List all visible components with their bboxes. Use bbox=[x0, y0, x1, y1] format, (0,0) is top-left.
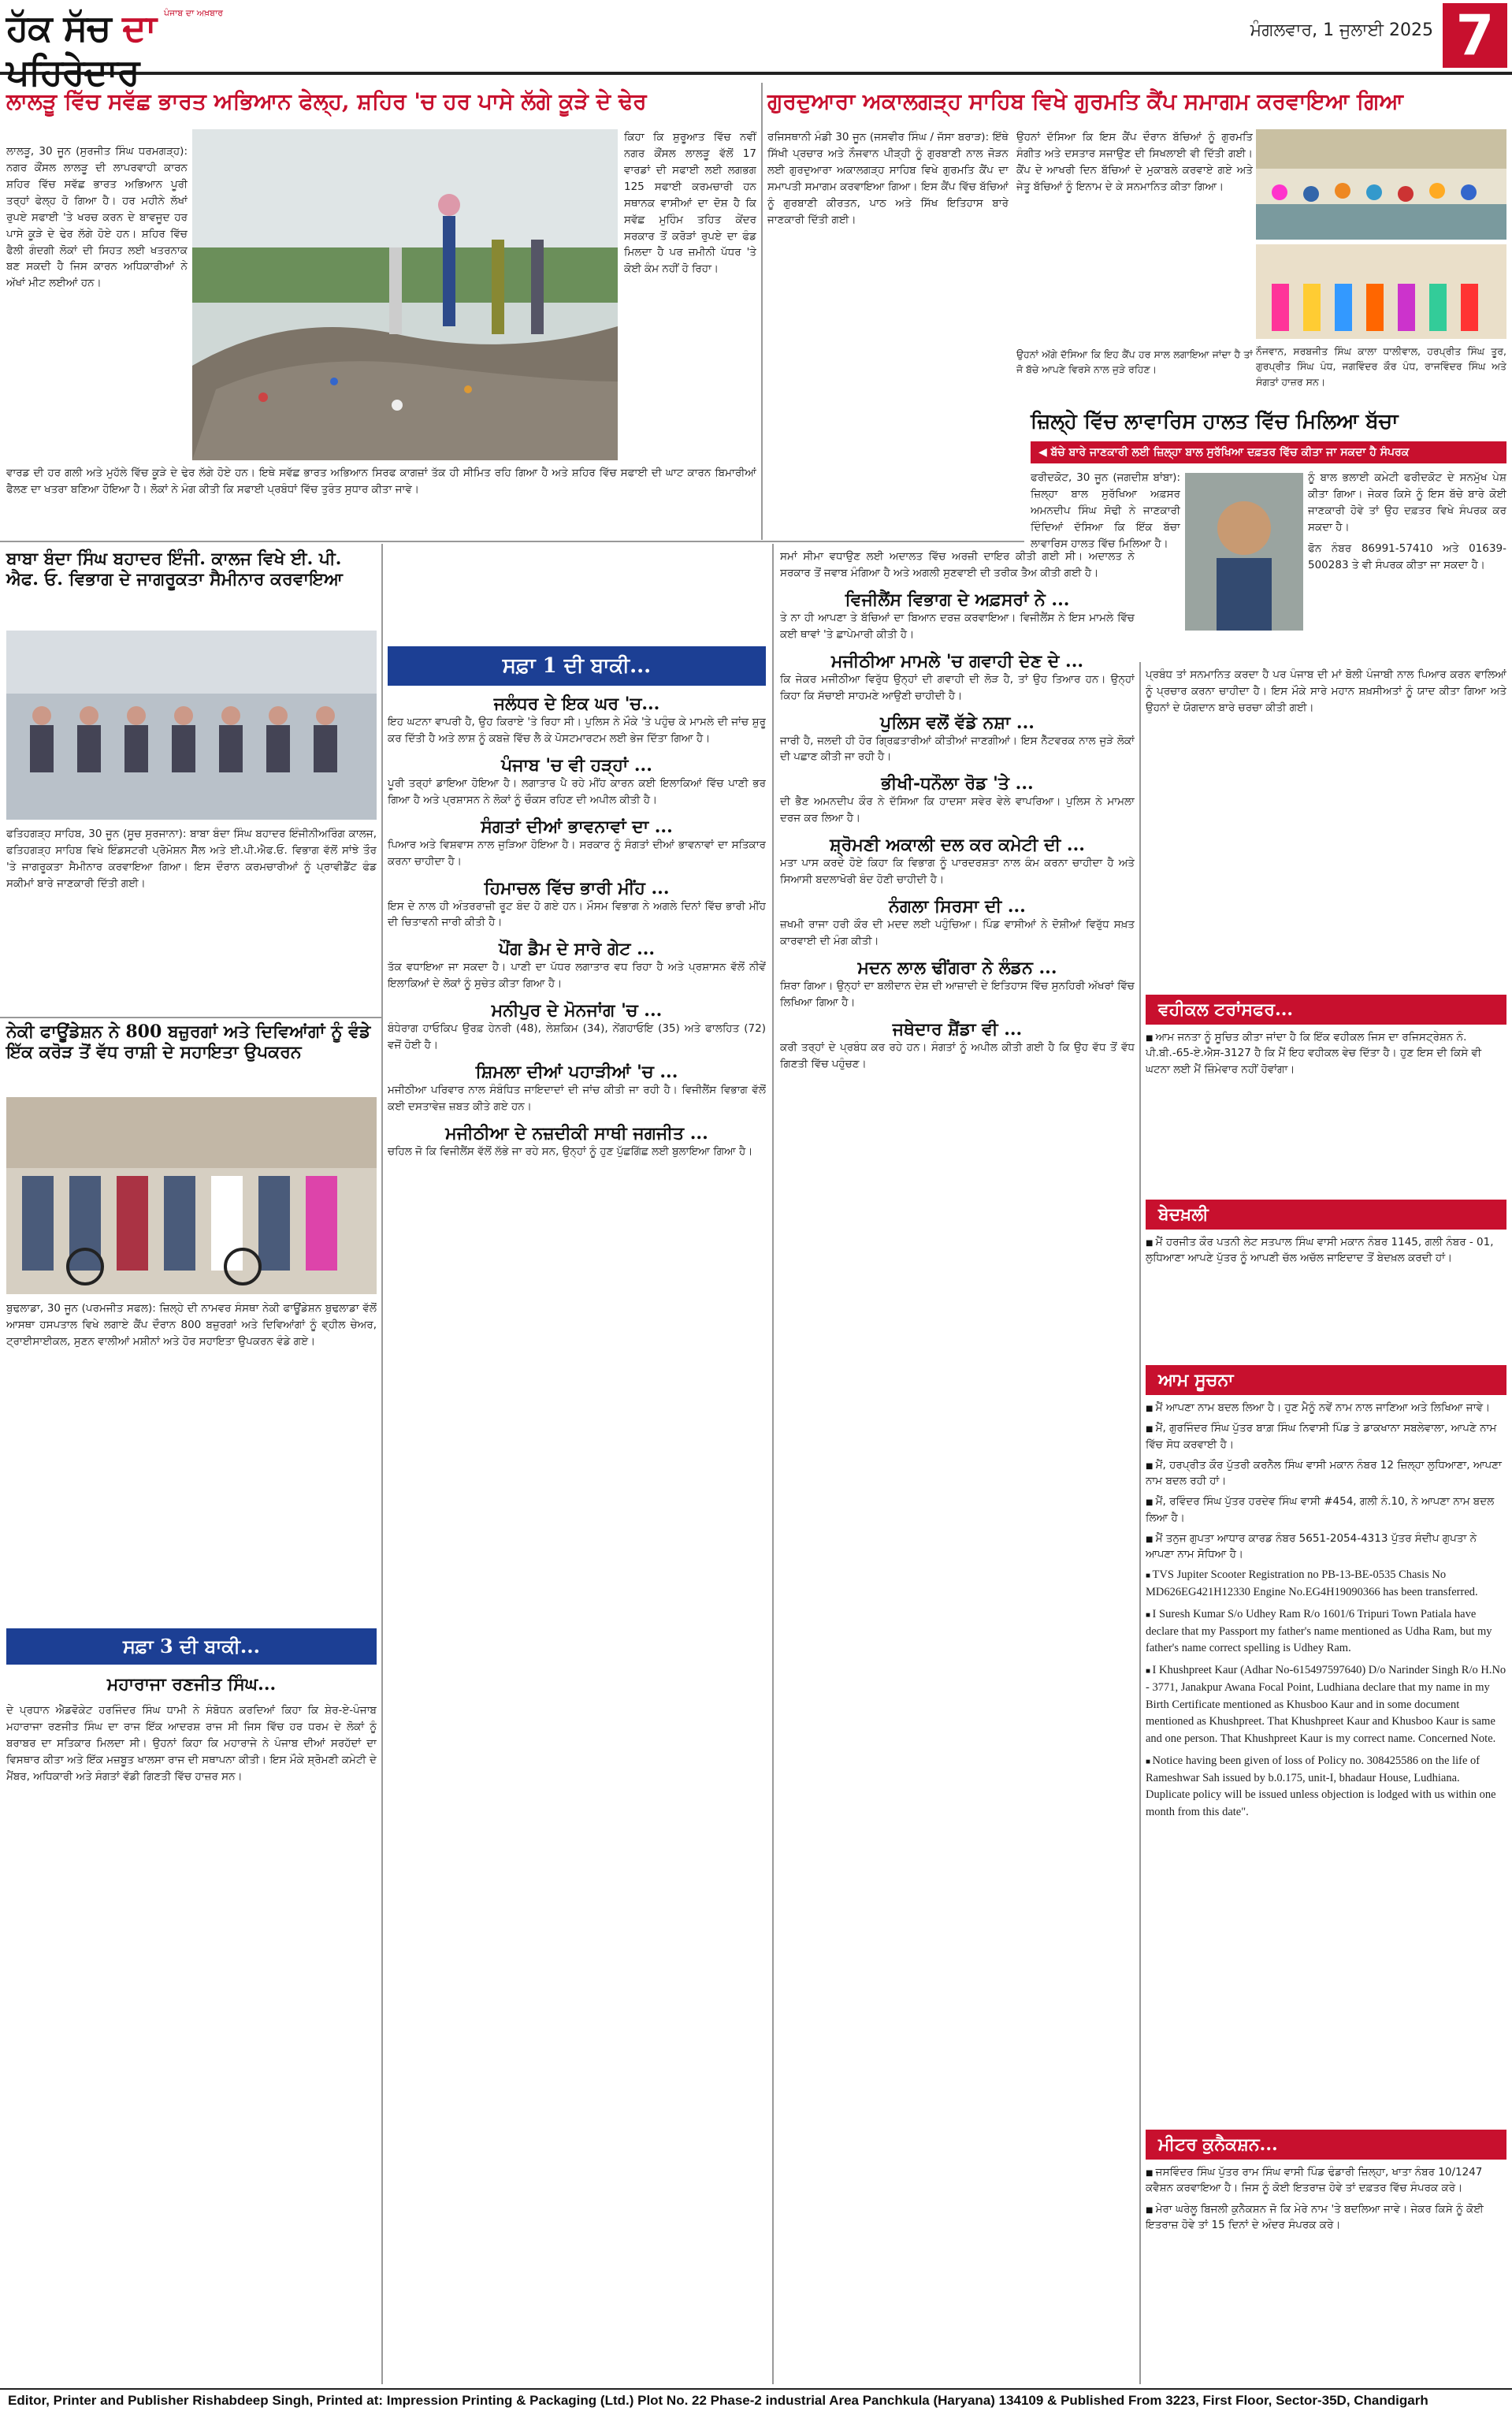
nekki-photo-image bbox=[6, 1097, 377, 1294]
imprint-footer bbox=[0, 2388, 1512, 2411]
photo-gurmat-camp-group bbox=[1256, 129, 1506, 240]
continued-item-title[interactable]: ਪੌਂਗ ਡੈਮ ਦੇ ਸਾਰੇ ਗੇਟ ... bbox=[498, 939, 656, 960]
story-lalru-col2 bbox=[624, 129, 756, 460]
story-text: ਬੁਢਲਾਡਾ, 30 ਜੂਨ (ਪਰਮਜੀਤ ਸਫਲ): ਜ਼ਿਲ੍ਹੇ ਦੀ ਨਾਮਵਰ ਸੰਸਥਾ ਨੇਕੀ ਫਾਊਂਡੇਸ਼ਨ ਬੁਢਲਾਡਾ ਵੱਲੋਂ ਆਸਥਾ ਹਸਪਤਾਲ ਵਿਖੇ ਲਗਾਏ ਕੈਂਪ ਦੌਰਾਨ 800 ਬਜ਼ੁਰਗਾਂ ਅਤੇ ਦਿਵਿਆਂਗਾਂ ਨੂੰ ਵ੍ਹੀਲ ਚੇਅਰ, ਟ੍ਰਾਈਸਾਈਕਲ, ਸੁਣਨ ਵਾਲੀਆਂ ਮਸ਼ੀਨਾਂ ਅਤੇ ਹੋਰ ਸਹਾਇਤਾ ਉਪਕਰਨ ਵੰਡੇ ਗਏ। bbox=[6, 1302, 377, 1348]
continued-item-body: ਚਹਿਲ ਜੋ ਕਿ ਵਿਜੀਲੈਂਸ ਵੱਲੋਂ ਲੱਭੇ ਜਾ ਰਹੇ ਸਨ, ਉਨ੍ਹਾਂ ਨੂੰ ਹੁਣ ਪੁੱਛਗਿੱਛ ਲਈ ਬੁਲਾਇਆ ਗਿਆ ਹੈ। bbox=[388, 1144, 753, 1158]
middle-item-title[interactable]: ਮਜੀਠੀਆ ਮਾਮਲੇ 'ਚ ਗਵਾਹੀ ਦੇਣ ਦੇ ... bbox=[830, 650, 1084, 672]
middle-item-body: ਕਰੀ ਤਰ੍ਹਾਂ ਦੇ ਪ੍ਰਬੰਧ ਕਰ ਰਹੇ ਹਨ। ਸੰਗਤਾਂ ਨੂੰ ਅਪੀਲ ਕੀਤੀ ਗਈ ਹੈ ਕਿ ਉਹ ਵੱਧ ਤੋਂ ਵੱਧ ਗਿਣਤੀ ਵਿੱਚ ਪਹੁੰਚਣ। bbox=[780, 1040, 1135, 1070]
middle-item bbox=[780, 1019, 1135, 1073]
seminar-photo-image bbox=[6, 631, 377, 820]
classified-entry: ■ ਮੇਰਾ ਘਰੇਲੂ ਬਿਜਲੀ ਕੁਨੈਕਸ਼ਨ ਜੋ ਕਿ ਮੇਰੇ ਨਾਮ 'ਤੇ ਬਦਲਿਆ ਜਾਵੇ। ਜੇਕਰ ਕਿਸੇ ਨੂੰ ਕੋਈ ਇਤਰਾਜ਼ ਹੋਵੇ ਤਾਂ 15 ਦਿਨਾਂ ਦੇ ਅੰਦਰ ਸੰਪਰਕ ਕਰੇ। bbox=[1146, 2201, 1506, 2234]
story-text: ਪ੍ਰਬੰਧ ਤਾਂ ਸਨਮਾਨਿਤ ਕਰਦਾ ਹੈ ਪਰ ਪੰਜਾਬ ਦੀ ਮਾਂ ਬੋਲੀ ਪੰਜਾਬੀ ਨਾਲ ਪਿਆਰ ਕਰਨ ਵਾਲਿਆਂ ਨੂੰ ਪ੍ਰਚਾਰ ਕਰਨਾ ਚਾਹੀਦਾ ਹੈ। ਇਸ ਮੌਕੇ ਸਾਰੇ ਮਹਾਨ ਸ਼ਖ਼ਸੀਅਤਾਂ ਨੂੰ ਯਾਦ ਕੀਤਾ ਗਿਆ ਅਤੇ ਉਹਨਾਂ ਦੇ ਯੋਗਦਾਨ ਬਾਰੇ ਚਰਚਾ ਕੀਤੀ ਗਈ। bbox=[1146, 668, 1506, 714]
story-text: ਫਰੀਦਕੋਟ, 30 ਜੂਨ (ਜਗਦੀਸ਼ ਬਾਂਬਾ): ਜ਼ਿਲ੍ਹਾ ਬਾਲ ਸੁਰੱਖਿਆ ਅਫ਼ਸਰ ਅਮਨਦੀਪ ਸਿੰਘ ਸੋਢੀ ਨੇ ਜਾਣਕਾਰੀ ਦਿੰਦਿਆਂ ਦੱਸਿਆ ਕਿ ਇੱਕ ਬੱਚਾ ਲਾਵਾਰਿਸ ਹਾਲਤ ਵਿੱਚ ਮਿਲਿਆ ਹੈ। bbox=[1031, 471, 1180, 550]
section-bar-label: ਮੀਟਰ ਕੁਨੈਕਸ਼ਨ... bbox=[1158, 2134, 1278, 2155]
section-bar-label: ਬੇਦਖ਼ਲੀ bbox=[1158, 1204, 1209, 1225]
story-lalru-lower bbox=[6, 465, 756, 536]
middle-item-title[interactable]: ਮਦਨ ਲਾਲ ਢੀਂਗਰਾ ਨੇ ਲੰਡਨ ... bbox=[857, 957, 1057, 978]
story-text: ਉਹਨਾਂ ਦੱਸਿਆ ਕਿ ਇਸ ਕੈਂਪ ਦੌਰਾਨ ਬੱਚਿਆਂ ਨੂੰ ਗੁਰਮਤਿ ਸੰਗੀਤ ਅਤੇ ਦਸਤਾਰ ਸਜਾਉਣ ਦੀ ਸਿਖਲਾਈ ਵੀ ਦਿੱਤੀ ਗਈ। ਕੈਂਪ ਦੇ ਆਖਰੀ ਦਿਨ ਬੱਚਿਆਂ ਦੇ ਮੁਕਾਬਲੇ ਕਰਵਾਏ ਗਏ ਅਤੇ ਜੇਤੂ ਬੱਚਿਆਂ ਨੂੰ ਇਨਾਮ ਦੇ ਕੇ ਸਨਮਾਨਿਤ ਕੀਤਾ ਗਿਆ। bbox=[1016, 131, 1253, 193]
horizontal-divider bbox=[0, 1017, 381, 1018]
logo-text: ਹੱਕ ਸੱਚ ਦਾ ਪਹਿਰੇਦਾਰ bbox=[6, 6, 156, 93]
classified-bedakhli-list bbox=[1146, 1234, 1506, 1360]
headline-gurdwara[interactable]: ਗੁਰਦੁਆਰਾ ਅਕਾਲਗੜ੍ਹ ਸਾਹਿਬ ਵਿਖੇ ਗੁਰਮਤਿ ਕੈਂਪ ਸਮਾਗਮ ਕਰਵਾਇਆ ਗਿਆ bbox=[767, 88, 1404, 114]
classified-entry: ■ ਮੈਂ, ਹਰਪ੍ਰੀਤ ਕੌਰ ਪੁੱਤਰੀ ਕਰਨੈਲ ਸਿੰਘ ਵਾਸੀ ਮਕਾਨ ਨੰਬਰ 12 ਜ਼ਿਲ੍ਹਾ ਲੁਧਿਆਣਾ, ਆਪਣਾ ਨਾਮ ਬਦਲ ਰਹੀ ਹਾਂ। bbox=[1146, 1457, 1506, 1490]
continued-item-title[interactable]: ਪੰਜਾਬ 'ਚ ਵੀ ਹੜ੍ਹਾਂ ... bbox=[501, 754, 652, 776]
middle-column-list bbox=[780, 549, 1135, 2380]
story-text: ਲਾਲੜੂ, 30 ਜੂਨ (ਸੁਰਜੀਤ ਸਿੰਘ ਧਰਮਗੜ੍ਹ): ਨਗਰ ਕੌਂਸਲ ਲਾਲੜੂ ਦੀ ਲਾਪਰਵਾਹੀ ਕਾਰਨ ਸ਼ਹਿਰ ਵਿੱਚ ਸਵੱਛ ਭਾਰਤ ਅਭਿਆਨ ਪੂਰੀ ਤਰ੍ਹਾਂ ਫੇਲ੍ਹ ਹੋ ਗਿਆ ਹੈ। ਹਰ ਮਹੀਨੇ ਲੱਖਾਂ ਰੁਪਏ ਸਫਾਈ 'ਤੇ ਖਰਚ ਕਰਨ ਦੇ ਬਾਵਜੂਦ ਹਰ ਪਾਸੇ ਕੂੜੇ ਦੇ ਢੇਰ ਲੱਗੇ ਹੋਏ ਹਨ। ਸ਼ਹਿਰ ਵਿੱਚ ਫੈਲੀ ਗੰਦਗੀ ਲੋਕਾਂ ਦੀ ਸਿਹਤ ਲਈ ਖਤਰਨਾਕ ਬਣ ਸਕਦੀ ਹੈ ਜਿਸ ਕਾਰਨ ਅਧਿਕਾਰੀਆਂ ਨੇ ਅੱਖਾਂ ਮੀਟ ਲਈਆਂ ਹਨ। bbox=[6, 145, 188, 290]
section-bar-page3-continued[interactable] bbox=[6, 1628, 377, 1665]
middle-item bbox=[780, 896, 1135, 950]
middle-item-body: ਦੀ ਭੈਣ ਅਮਨਦੀਪ ਕੌਰ ਨੇ ਦੱਸਿਆ ਕਿ ਹਾਦਸਾ ਸਵੇਰ ਵੇਲੇ ਵਾਪਰਿਆ। ਪੁਲਿਸ ਨੇ ਮਾਮਲਾ ਦਰਜ ਕਰ ਲਿਆ ਹੈ। bbox=[780, 795, 1135, 825]
story-seminar-body bbox=[6, 826, 377, 1015]
right-col-intro bbox=[1146, 667, 1506, 990]
photo-lost-child bbox=[1185, 473, 1303, 631]
column-divider bbox=[1139, 662, 1141, 2384]
middle-item-body: ਮਤਾ ਪਾਸ ਕਰਦੇ ਹੋਏ ਕਿਹਾ ਕਿ ਵਿਭਾਗ ਨੂੰ ਪਾਰਦਰਸ਼ਤਾ ਨਾਲ ਕੰਮ ਕਰਨਾ ਚਾਹੀਦਾ ਹੈ ਅਤੇ ਸਿਆਸੀ ਬਦਲਾਖੋਰੀ ਬੰਦ ਹੋਣੀ ਚਾਹੀਦੀ ਹੈ। bbox=[780, 857, 1135, 887]
column-divider bbox=[761, 83, 763, 540]
caption-text: ਉਹਨਾਂ ਅੱਗੇ ਦੱਸਿਆ ਕਿ ਇਹ ਕੈਂਪ ਹਰ ਸਾਲ ਲਗਾਇਆ ਜਾਂਦਾ ਹੈ ਤਾਂ ਜੋ ਬੱਚੇ ਆਪਣੇ ਵਿਰਸੇ ਨਾਲ ਜੁੜੇ ਰਹਿਣ। bbox=[1016, 348, 1253, 376]
continued-item bbox=[388, 817, 766, 870]
section-bar-label: ਆਮ ਸੂਚਨਾ bbox=[1158, 1370, 1234, 1390]
headline-seminar[interactable]: ਬਾਬਾ ਬੰਦਾ ਸਿੰਘ ਬਹਾਦਰ ਇੰਜੀ. ਕਾਲਜ ਵਿਖੇ ਈ. ਪੀ. ਐਫ. ਓ. ਵਿਭਾਗ ਦੇ ਜਾਗਰੂਕਤਾ ਸੈਮੀਨਾਰ ਕਰਵਾਇਆ bbox=[6, 549, 343, 590]
subhead-maharaja-ranjit-singh[interactable]: ਮਹਾਰਾਜਾ ਰਣਜੀਤ ਸਿੰਘ... bbox=[106, 1674, 277, 1695]
section-bar-bedakhli[interactable] bbox=[1146, 1200, 1506, 1230]
continued-item bbox=[388, 1123, 766, 1160]
logo-tagline: ਪੰਜਾਬ ਦਾ ਅਖ਼ਬਾਰ bbox=[164, 8, 223, 18]
continued-item bbox=[388, 1062, 766, 1115]
middle-item-title[interactable]: ਨੰਗਲਾ ਸਿਰਸਾ ਦੀ ... bbox=[889, 896, 1026, 917]
classified-meter-list bbox=[1146, 2164, 1506, 2383]
story-text: ਨੂੰ ਬਾਲ ਭਲਾਈ ਕਮੇਟੀ ਫਰੀਦਕੋਟ ਦੇ ਸਨਮੁੱਖ ਪੇਸ਼ ਕੀਤਾ ਗਿਆ। ਜੇਕਰ ਕਿਸੇ ਨੂੰ ਇਸ ਬੱਚੇ ਬਾਰੇ ਕੋਈ ਜਾਣਕਾਰੀ ਹੋਵੇ ਤਾਂ ਉਹ ਦਫ਼ਤਰ ਵਿਖੇ ਸੰਪਰਕ ਕਰ ਸਕਦਾ ਹੈ। bbox=[1308, 471, 1506, 534]
classified-entry: ■ ਜਸਵਿੰਦਰ ਸਿੰਘ ਪੁੱਤਰ ਰਾਮ ਸਿੰਘ ਵਾਸੀ ਪਿੰਡ ਢੰਡਾਰੀ ਜ਼ਿਲ੍ਹਾ, ਖਾਤਾ ਨੰਬਰ 10/1247 ਕਵੈਸ਼ਨ ਕਰਵਾਇਆ ਹੈ। ਜਿਸ ਨੂੰ ਕੋਈ ਇਤਰਾਜ਼ ਹੋਵੇ ਤਾਂ ਦਫ਼ਤਰ ਵਿੱਚ ਸੰਪਰਕ ਕਰੇ। bbox=[1146, 2164, 1506, 2197]
group-photo-image bbox=[1256, 129, 1506, 240]
classified-vehicle-list bbox=[1146, 1029, 1506, 1195]
headline-nekki-foundation[interactable]: ਨੇਕੀ ਫਾਊਂਡੇਸ਼ਨ ਨੇ 800 ਬਜ਼ੁਰਗਾਂ ਅਤੇ ਦਿਵਿਆਂਗਾਂ ਨੂੰ ਵੰਡੇ ਇੱਕ ਕਰੋੜ ਤੋਂ ਵੱਧ ਰਾਸ਼ੀ ਦੇ ਸਹਾਇਤਾ ਉਪਕਰਨ bbox=[6, 1021, 371, 1063]
story-text: ਕਿਹਾ ਕਿ ਸ਼ੁਰੂਆਤ ਵਿੱਚ ਨਵੀਂ ਨਗਰ ਕੌਂਸਲ ਲਾਲੜੂ ਵੱਲੋਂ 17 ਵਾਰਡਾਂ ਦੀ ਸਫਾਈ ਲਈ ਲਗਭਗ 125 ਸਫਾਈ ਕਰਮਚਾਰੀ ਹਨ ਸਥਾਨਕ ਵਾਸੀਆਂ ਦਾ ਦੋਸ਼ ਹੈ ਕਿ ਸਵੱਛ ਮੁਹਿੰਮ ਤਹਿਤ ਕੇਂਦਰ ਸਰਕਾਰ ਤੋਂ ਕਰੋੜਾਂ ਰੁਪਏ ਦਾ ਫੰਡ ਮਿਲਦਾ ਹੈ ਪਰ ਜ਼ਮੀਨੀ ਪੱਧਰ 'ਤੇ ਕੋਈ ਕੰਮ ਨਹੀਂ ਹੋ ਰਿਹਾ। bbox=[624, 131, 756, 276]
gurdwara-caption-left bbox=[1016, 347, 1253, 457]
section-bar-label: ਸਫ਼ਾ 3 ਦੀ ਬਾਕੀ... bbox=[123, 1635, 260, 1658]
middle-item-title[interactable]: ਭੀਖੀ-ਧਨੌਲਾ ਰੋਡ 'ਤੇ ... bbox=[881, 773, 1034, 794]
classified-entry: ■ ਮੈਂ, ਰਵਿੰਦਰ ਸਿੰਘ ਪੁੱਤਰ ਹਰਦੇਵ ਸਿੰਘ ਵਾਸੀ #454, ਗਲੀ ਨੰ.10, ਨੇ ਆਪਣਾ ਨਾਮ ਬਦਲ ਲਿਆ ਹੈ। bbox=[1146, 1494, 1506, 1526]
lost-child-callout bbox=[1031, 441, 1506, 463]
garbage-photo-image bbox=[192, 129, 618, 460]
continued-item-title[interactable]: ਸੰਗਤਾਂ ਦੀਆਂ ਭਾਵਨਾਵਾਂ ਦਾ ... bbox=[481, 816, 673, 837]
continued-item-body: ਮਜੀਠੀਆ ਪਰਿਵਾਰ ਨਾਲ ਸੰਬੰਧਿਤ ਜਾਇਦਾਦਾਂ ਦੀ ਜਾਂਚ ਕੀਤੀ ਜਾ ਰਹੀ ਹੈ। ਵਿਜੀਲੈਂਸ ਵਿਭਾਗ ਵੱਲੋਂ ਕਈ ਦਸਤਾਵੇਜ਼ ਜ਼ਬਤ ਕੀਤੇ ਗਏ ਹਨ। bbox=[388, 1084, 766, 1113]
classified-entry: ■ ਮੈਂ, ਗੁਰਜਿੰਦਰ ਸਿੰਘ ਪੁੱਤਰ ਬਾਗ਼ ਸਿੰਘ ਨਿਵਾਸੀ ਪਿੰਡ ਤੇ ਡਾਕਖਾਨਾ ਸਬਲੇਵਾਲਾ, ਆਪਣੇ ਨਾਮ ਵਿੱਚ ਸੋਧ ਕਰਵਾਈ ਹੈ। bbox=[1146, 1420, 1506, 1453]
page-number: 7 bbox=[1443, 3, 1507, 68]
middle-item bbox=[780, 549, 1135, 582]
masthead bbox=[0, 0, 1512, 93]
section-bar-vehicle-transfer[interactable] bbox=[1146, 995, 1506, 1025]
story-maharaja-body bbox=[6, 1702, 377, 2380]
photo-garbage-dump bbox=[192, 129, 618, 460]
middle-item-body: ਜ਼ਖਮੀ ਰਾਜਾ ਹਰੀ ਕੌਰ ਦੀ ਮਦਦ ਲਈ ਪਹੁੰਚਿਆ। ਪਿੰਡ ਵਾਸੀਆਂ ਨੇ ਦੋਸ਼ੀਆਂ ਵਿਰੁੱਧ ਸਖ਼ਤ ਕਾਰਵਾਈ ਦੀ ਮੰਗ ਕੀਤੀ। bbox=[780, 918, 1135, 947]
continued-item-title[interactable]: ਜਲੰਧਰ ਦੇ ਇਕ ਘਰ 'ਚ... bbox=[493, 694, 660, 714]
continued-item-body: ਬੰਧੇਰਾਗ ਹਾਓਕਿਪ ਉਰਫ਼ ਹੇਨਰੀ (48), ਲੇਸ਼ਕਿਮ (34), ਨੇਂਗਹਾਓਇ (35) ਅਤੇ ਫਾਲਹਿਤ (72) ਵਜੋਂ ਹੋਈ ਹੈ। bbox=[388, 1022, 766, 1052]
middle-item-body: ਤੇ ਨਾ ਹੀ ਆਪਣਾ ਤੇ ਬੱਚਿਆਂ ਦਾ ਬਿਆਨ ਦਰਜ਼ ਕਰਵਾਇਆ। ਵਿਜੀਲੈਂਸ ਨੇ ਇਸ ਮਾਮਲੇ ਵਿੱਚ ਕਈ ਥਾਵਾਂ 'ਤੇ ਛਾਪੇਮਾਰੀ ਕੀਤੀ ਹੈ। bbox=[780, 611, 1135, 641]
photo-nekki-foundation bbox=[6, 1097, 377, 1294]
gurdwara-caption-right bbox=[1256, 344, 1506, 407]
story-text: ਦੇ ਪ੍ਰਧਾਨ ਐਡਵੋਕੇਟ ਹਰਜਿੰਦਰ ਸਿੰਘ ਧਾਮੀ ਨੇ ਸੰਬੋਧਨ ਕਰਦਿਆਂ ਕਿਹਾ ਕਿ ਸ਼ੇਰ-ਏ-ਪੰਜਾਬ ਮਹਾਰਾਜਾ ਰਣਜੀਤ ਸਿੰਘ ਦਾ ਰਾਜ ਇੱਕ ਆਦਰਸ਼ ਰਾਜ ਸੀ ਜਿਸ ਵਿੱਚ ਹਰ ਧਰਮ ਦੇ ਲੋਕਾਂ ਨੂੰ ਬਰਾਬਰ ਦਾ ਸਤਿਕਾਰ ਮਿਲਦਾ ਸੀ। ਉਹਨਾਂ ਕਿਹਾ ਕਿ ਮਹਾਰਾਜੇ ਨੇ ਪੰਜਾਬ ਦੀਆਂ ਸਰਹੱਦਾਂ ਦਾ ਵਿਸਥਾਰ ਕੀਤਾ ਅਤੇ ਇੱਕ ਮਜ਼ਬੂਤ ਖਾਲਸਾ ਰਾਜ ਦੀ ਸਥਾਪਨਾ ਕੀਤੀ। ਇਸ ਮੌਕੇ ਸ਼੍ਰੋਮਣੀ ਕਮੇਟੀ ਦੇ ਮੈਂਬਰ, ਅਧਿਕਾਰੀ ਅਤੇ ਸੰਗਤਾਂ ਵੱਡੀ ਗਿਣਤੀ ਵਿੱਚ ਹਾਜ਼ਰ ਸਨ। bbox=[6, 1704, 377, 1783]
continued-item bbox=[388, 755, 766, 809]
story-text: ਵਾਰਡ ਦੀ ਹਰ ਗਲੀ ਅਤੇ ਮੁਹੱਲੇ ਵਿੱਚ ਕੂੜੇ ਦੇ ਢੇਰ ਲੱਗੇ ਹੋਏ ਹਨ। ਇਥੇ ਸਵੱਛ ਭਾਰਤ ਅਭਿਆਨ ਸਿਰਫ ਕਾਗਜ਼ਾਂ ਤੱਕ ਹੀ ਸੀਮਿਤ ਰਹਿ ਗਿਆ ਹੈ ਅਤੇ ਸ਼ਹਿਰ ਵਿੱਚ ਸਫਾਈ ਦੀ ਘਾਟ ਕਾਰਨ ਬਿਮਾਰੀਆਂ ਫੈਲਣ ਦਾ ਖਤਰਾ ਬਣਿਆ ਹੋਇਆ ਹੈ। ਲੋਕਾਂ ਨੇ ਮੰਗ ਕੀਤੀ ਕਿ ਸਫਾਈ ਪ੍ਰਬੰਧਾਂ ਵਿੱਚ ਤੁਰੰਤ ਸੁਧਾਰ ਕੀਤਾ ਜਾਵੇ। bbox=[6, 467, 756, 496]
classified-entry: ■ TVS Jupiter Scooter Registration no PB-13-BE-0535 Chasis No MD626EG421H12330 Engine No.EG4H19090366 has been transferred. bbox=[1146, 1567, 1506, 1602]
story-gurdwara-col1 bbox=[767, 129, 1009, 460]
middle-item-body: ਕਿ ਜੇਕਰ ਮਜੀਠੀਆ ਵਿਰੁੱਧ ਉਨ੍ਹਾਂ ਦੀ ਗਵਾਹੀ ਦੀ ਲੋੜ ਹੈ, ਤਾਂ ਉਹ ਤਿਆਰ ਹਨ। ਉਨ੍ਹਾਂ ਕਿਹਾ ਕਿ ਸੱਚਾਈ ਸਾਹਮਣੇ ਆਉਣੀ ਚਾਹੀਦੀ ਹੈ। bbox=[780, 672, 1135, 702]
continued-item-title[interactable]: ਮਜੀਠੀਆ ਦੇ ਨਜ਼ਦੀਕੀ ਸਾਥੀ ਜਗਜੀਤ ... bbox=[445, 1122, 708, 1144]
classified-entry: ■ ਆਮ ਜਨਤਾ ਨੂੰ ਸੂਚਿਤ ਕੀਤਾ ਜਾਂਦਾ ਹੈ ਕਿ ਇੱਕ ਵਹੀਕਲ ਜਿਸ ਦਾ ਰਜਿਸਟ੍ਰੇਸ਼ਨ ਨੰ. ਪੀ.ਬੀ.-65-ਏ.ਐਸ-3127 ਹੈ ਕਿ ਮੈਂ ਇਹ ਵਹੀਕਲ ਵੇਚ ਦਿੱਤਾ ਹੈ। ਹੁਣ ਇਸ ਦੀ ਕਿਸੇ ਵੀ ਘਟਨਾ ਲਈ ਮੈਂ ਜ਼ਿੰਮੇਵਾਰ ਨਹੀਂ ਹੋਵਾਂਗਾ। bbox=[1146, 1029, 1506, 1077]
middle-item bbox=[780, 835, 1135, 888]
classified-entry: ■ ਮੈਂ ਤਨੁਜ ਗੁਪਤਾ ਆਧਾਰ ਕਾਰਡ ਨੰਬਰ 5651-2054-4313 ਪੁੱਤਰ ਸੰਦੀਪ ਗੁਪਤਾ ਨੇ ਆਪਣਾ ਨਾਮ ਸੋਧਿਆ ਹੈ। bbox=[1146, 1531, 1506, 1563]
middle-item-body: ਜਾਰੀ ਹੈ, ਜਲਦੀ ਹੀ ਹੋਰ ਗ੍ਰਿਫ਼ਤਾਰੀਆਂ ਕੀਤੀਆਂ ਜਾਣਗੀਆਂ। ਇਸ ਨੈੱਟਵਰਕ ਨਾਲ ਜੁੜੇ ਲੋਕਾਂ ਦੀ ਪਛਾਣ ਕੀਤੀ ਜਾ ਰਹੀ ਹੈ। bbox=[780, 734, 1135, 764]
middle-item bbox=[780, 713, 1135, 766]
story-lost-child-col2 bbox=[1308, 470, 1506, 659]
photo-gurmat-camp-children bbox=[1256, 244, 1506, 339]
column-divider bbox=[772, 544, 774, 2384]
column-divider bbox=[381, 544, 383, 2384]
classified-notice-list bbox=[1146, 1400, 1506, 2125]
middle-item bbox=[780, 958, 1135, 1011]
continued-item-body: ਤੱਕ ਵਧਾਇਆ ਜਾ ਸਕਦਾ ਹੈ। ਪਾਣੀ ਦਾ ਪੱਧਰ ਲਗਾਤਾਰ ਵਧ ਰਿਹਾ ਹੈ ਅਤੇ ਪ੍ਰਸ਼ਾਸਨ ਵੱਲੋਂ ਨੀਵੇਂ ਇਲਾਕਿਆਂ ਦੇ ਲੋਕਾਂ ਨੂੰ ਸੁਚੇਤ ਕੀਤਾ ਗਿਆ ਹੈ। bbox=[388, 961, 766, 991]
page1-continued-list bbox=[388, 694, 766, 2380]
middle-item-title[interactable]: ਪੁਲਿਸ ਵਲੋਂ ਵੱਡੇ ਨਸ਼ਾ ... bbox=[880, 712, 1035, 733]
middle-item bbox=[780, 651, 1135, 705]
middle-item-title[interactable]: ਜਥੇਦਾਰ ਸ਼ੈਂਡਾ ਵੀ ... bbox=[892, 1018, 1023, 1040]
callout-arrow-icon: ◀ bbox=[1038, 446, 1051, 459]
section-bar-label: ਸਫ਼ਾ 1 ਦੀ ਬਾਕੀ... bbox=[502, 654, 652, 678]
story-lalru-col1 bbox=[6, 143, 188, 443]
middle-item-body: ਸ਼ਿਰਾ ਗਿਆ। ਉਨ੍ਹਾਂ ਦਾ ਬਲੀਦਾਨ ਦੇਸ਼ ਦੀ ਆਜ਼ਾਦੀ ਦੇ ਇਤਿਹਾਸ ਵਿੱਚ ਸੁਨਹਿਰੀ ਅੱਖਰਾਂ ਵਿੱਚ ਲਿਖਿਆ ਗਿਆ ਹੈ। bbox=[780, 979, 1135, 1009]
callout-text: ਬੱਚੇ ਬਾਰੇ ਜਾਣਕਾਰੀ ਲਈ ਜ਼ਿਲ੍ਹਾ ਬਾਲ ਸੁਰੱਖਿਆ ਦਫ਼ਤਰ ਵਿੱਚ ਕੀਤਾ ਜਾ ਸਕਦਾ ਹੈ ਸੰਪਰਕ bbox=[1050, 446, 1410, 459]
story-text: ਫੋਨ ਨੰਬਰ 86991-57410 ਅਤੇ 01639-500283 ਤੇ ਵੀ ਸੰਪਰਕ ਕੀਤਾ ਜਾ ਸਕਦਾ ਹੈ। bbox=[1308, 541, 1506, 571]
section-bar-label: ਵਹੀਕਲ ਟਰਾਂਸਫਰ... bbox=[1158, 999, 1294, 1020]
child-photo-image bbox=[1185, 473, 1303, 631]
imprint-text: Editor, Printer and Publisher Rishabdeep Singh, Printed at: Impression Printing & Packaging (Ltd.) Plot No. 22 Phase-2 industrial Area Panchkula (Haryana) 134109 & Published From 3223, First Floor, Sector-35D, Chandigarh bbox=[8, 2393, 1428, 2408]
continued-item-body: ਇਹ ਘਟਨਾ ਵਾਪਰੀ ਹੈ, ਉਹ ਕਿਰਾਏ 'ਤੇ ਰਿਹਾ ਸੀ। ਪੁਲਿਸ ਨੇ ਮੌਕੇ 'ਤੇ ਪਹੁੰਚ ਕੇ ਮਾਮਲੇ ਦੀ ਜਾਂਚ ਸ਼ੁਰੂ ਕਰ ਦਿੱਤੀ ਹੈ ਅਤੇ ਲਾਸ਼ ਨੂੰ ਕਬਜ਼ੇ ਵਿੱਚ ਲੈ ਕੇ ਪੋਸਟਮਾਰਟਮ ਲਈ ਭੇਜ ਦਿੱਤਾ ਗਿਆ ਹੈ। bbox=[388, 716, 766, 745]
headline-lost-child[interactable]: ਜ਼ਿਲ੍ਹੇ ਵਿੱਚ ਲਾਵਾਰਿਸ ਹਾਲਤ ਵਿੱਚ ਮਿਲਿਆ ਬੱਚਾ bbox=[1031, 410, 1399, 433]
continued-item bbox=[388, 939, 766, 992]
children-photo-image bbox=[1256, 244, 1506, 339]
section-bar-meter-connection[interactable] bbox=[1146, 2130, 1506, 2160]
continued-item-title[interactable]: ਹਿਮਾਚਲ ਵਿੱਚ ਭਾਰੀ ਮੀਂਹ ... bbox=[484, 877, 670, 899]
middle-item-title[interactable]: ਸ਼੍ਰੋਮਣੀ ਅਕਾਲੀ ਦਲ ਕਰ ਕਮੇਟੀ ਦੀ ... bbox=[830, 835, 1085, 856]
caption-text: ਨੌਜਵਾਨ, ਸਰਬਜੀਤ ਸਿੰਘ ਕਾਲਾ ਧਾਲੀਵਾਲ, ਹਰਪ੍ਰੀਤ ਸਿੰਘ ਤੂਰ, ਗੁਰਪ੍ਰੀਤ ਸਿੰਘ ਪੰਧ, ਜਗਵਿੰਦਰ ਕੌਰ ਪੰਧ, ਰਾਜਵਿੰਦਰ ਸਿੰਘ ਅਤੇ ਸੰਗਤਾਂ ਹਾਜ਼ਰ ਸਨ। bbox=[1256, 345, 1506, 388]
middle-item-body: ਸਮਾਂ ਸੀਮਾ ਵਧਾਉਣ ਲਈ ਅਦਾਲਤ ਵਿੱਚ ਅਰਜ਼ੀ ਦਾਇਰ ਕੀਤੀ ਗਈ ਸੀ। ਅਦਾਲਤ ਨੇ ਸਰਕਾਰ ਤੋਂ ਜਵਾਬ ਮੰਗਿਆ ਹੈ ਅਤੇ ਅਗਲੀ ਸੁਣਵਾਈ ਦੀ ਤਰੀਕ ਤੈਅ ਕੀਤੀ ਗਈ ਹੈ। bbox=[780, 550, 1135, 579]
classified-entry: ■ ਮੈਂ ਆਪਣਾ ਨਾਮ ਬਦਲ ਲਿਆ ਹੈ। ਹੁਣ ਮੈਨੂੰ ਨਵੇਂ ਨਾਮ ਨਾਲ ਜਾਣਿਆ ਅਤੇ ਲਿਖਿਆ ਜਾਵੇ। bbox=[1146, 1400, 1506, 1416]
continued-item-body: ਪਿਆਰ ਅਤੇ ਵਿਸ਼ਵਾਸ ਨਾਲ ਜੁੜਿਆ ਹੋਇਆ ਹੈ। ਸਰਕਾਰ ਨੂੰ ਸੰਗਤਾਂ ਦੀਆਂ ਭਾਵਨਾਵਾਂ ਦਾ ਸਤਿਕਾਰ ਕਰਨਾ ਚਾਹੀਦਾ ਹੈ। bbox=[388, 838, 766, 868]
middle-item bbox=[780, 773, 1135, 827]
continued-item-title[interactable]: ਸ਼ਿਮਲਾ ਦੀਆਂ ਪਹਾੜੀਆਂ 'ਚ ... bbox=[475, 1062, 678, 1083]
middle-item-title[interactable]: ਵਿਜੀਲੈਂਸ ਵਿਭਾਗ ਦੇ ਅਫ਼ਸਰਾਂ ਨੇ ... bbox=[845, 589, 1070, 610]
classified-entry: ■ Notice having been given of loss of Policy no. 308425586 on the life of Rameshwar Sah issued by b.0.175, unit-I, bhadaur House, Ludhiana. Duplicate policy will be issued unless objection is lodged with us within one month from this date". bbox=[1146, 1753, 1506, 1821]
continued-item bbox=[388, 878, 766, 932]
section-bar-public-notice[interactable] bbox=[1146, 1365, 1506, 1395]
continued-item bbox=[388, 694, 766, 747]
continued-item-title[interactable]: ਮਨੀਪੁਰ ਦੇ ਮੋਨਜਾਂਗ 'ਚ ... bbox=[491, 1000, 663, 1021]
classified-entry: ■ ਮੈਂ ਹਰਜੀਤ ਕੌਰ ਪਤਨੀ ਲੇਟ ਸਤਪਾਲ ਸਿੰਘ ਵਾਸੀ ਮਕਾਨ ਨੰਬਰ 1145, ਗਲੀ ਨੰਬਰ - 01, ਲੁਧਿਆਣਾ ਆਪਣੇ ਪੁੱਤਰ ਨੂੰ ਆਪਣੀ ਚੱਲ ਅਚੱਲ ਜਾਇਦਾਦ ਤੋਂ ਬੇਦਖ਼ਲ ਕਰਦੀ ਹਾਂ। bbox=[1146, 1234, 1506, 1267]
headline-lalru[interactable]: ਲਾਲੜੂ ਵਿੱਚ ਸਵੱਛ ਭਾਰਤ ਅਭਿਆਨ ਫੇਲ੍ਹ, ਸ਼ਹਿਰ 'ਚ ਹਰ ਪਾਸੇ ਲੱਗੇ ਕੂੜੇ ਦੇ ਢੇਰ bbox=[6, 88, 647, 114]
newspaper-logo[interactable] bbox=[6, 6, 290, 93]
continued-item-body: ਪੂਰੀ ਤਰ੍ਹਾਂ ਡਾਇਆ ਹੋਇਆ ਹੈ। ਲਗਾਤਾਰ ਪੈ ਰਹੇ ਮੀਂਹ ਕਾਰਨ ਕਈ ਇਲਾਕਿਆਂ ਵਿੱਚ ਪਾਣੀ ਭਰ ਗਿਆ ਹੈ ਅਤੇ ਪ੍ਰਸ਼ਾਸਨ ਨੇ ਲੋਕਾਂ ਨੂੰ ਚੌਕਸ ਰਹਿਣ ਦੀ ਅਪੀਲ ਕੀਤੀ ਹੈ। bbox=[388, 776, 766, 806]
story-text: ਰਜਿਸਥਾਨੀ ਮੰਡੀ 30 ਜੂਨ (ਜਸਵੀਰ ਸਿੰਘ / ਜੱਸਾ ਬਰਾੜ): ਇੱਥੇ ਸਿੱਖੀ ਪ੍ਰਚਾਰ ਅਤੇ ਨੌਜਵਾਨ ਪੀੜ੍ਹੀ ਨੂੰ ਗੁਰਬਾਣੀ ਨਾਲ ਜੋੜਨ ਲਈ ਗੁਰਦੁਆਰਾ ਅਕਾਲਗੜ੍ਹ ਸਾਹਿਬ ਵਿਖੇ ਗੁਰਮਤਿ ਕੈਂਪ ਦਾ ਸਮਾਪਤੀ ਸਮਾਗਮ ਕਰਵਾਇਆ ਗਿਆ। ਇਸ ਕੈਂਪ ਵਿੱਚ ਬੱਚਿਆਂ ਨੂੰ ਗੁਰਬਾਣੀ ਕੀਰਤਨ, ਪਾਠ ਅਤੇ ਸਿੱਖ ਇਤਿਹਾਸ ਬਾਰੇ ਜਾਣਕਾਰੀ ਦਿੱਤੀ ਗਈ। bbox=[767, 131, 1009, 226]
continued-item-body: ਇਸ ਦੇ ਨਾਲ ਹੀ ਅੰਤਰਰਾਜ਼ੀ ਰੂਟ ਬੰਦ ਹੋ ਗਏ ਹਨ। ਮੌਸਮ ਵਿਭਾਗ ਨੇ ਅਗਲੇ ਦਿਨਾਂ ਵਿੱਚ ਭਾਰੀ ਮੀਂਹ ਦੀ ਚਿਤਾਵਨੀ ਜਾਰੀ ਕੀਤੀ ਹੈ। bbox=[388, 899, 766, 929]
classified-entry: ■ I Khushpreet Kaur (Adhar No-615497597640) D/o Narinder Singh R/o H.No - 3771, Janakpur Awana Focal Point, Ludhiana declare that my name in my Birth Certificate mentioned as Khusboo Kaur and in some document mentioned as Khushpreet. That Khushpreet Kaur and Khusboo Kaur is same and one person. That Khushpreet Kaur is my correct name. Concerned Note. bbox=[1146, 1662, 1506, 1748]
section-bar-page1-continued[interactable] bbox=[388, 646, 766, 686]
photo-seminar bbox=[6, 631, 377, 820]
story-nekki-body bbox=[6, 1300, 377, 1624]
middle-item bbox=[780, 590, 1135, 643]
dateline: ਮੰਗਲਵਾਰ, 1 ਜੁਲਾਈ 2025 bbox=[1250, 20, 1433, 40]
story-text: ਫਤਿਹਗੜ੍ਹ ਸਾਹਿਬ, 30 ਜੂਨ (ਸੂਚ ਸੁਰਜਾਨਾ): ਬਾਬਾ ਬੰਦਾ ਸਿੰਘ ਬਹਾਦਰ ਇੰਜੀਨੀਅਰਿੰਗ ਕਾਲਜ, ਫਤਿਹਗੜ੍ਹ ਸਾਹਿਬ ਵਿਖੇ ਇੰਡਸਟਰੀ ਪ੍ਰੋਮੋਸ਼ਨ ਸੈੱਲ ਅਤੇ ਈ.ਪੀ.ਐਫ.ਓ. ਵਿਭਾਗ ਵੱਲੋਂ ਸਾਂਝੇ ਤੌਰ 'ਤੇ ਜਾਗਰੂਕਤਾ ਸੈਮੀਨਾਰ ਕਰਵਾਇਆ ਗਿਆ। ਇਸ ਦੌਰਾਨ ਕਰਮਚਾਰੀਆਂ ਨੂੰ ਪ੍ਰਾਵੀਡੈਂਟ ਫੰਡ ਸਕੀਮਾਂ ਬਾਰੇ ਜਾਣਕਾਰੀ ਦਿੱਤੀ ਗਈ। bbox=[6, 828, 377, 890]
continued-item bbox=[388, 1000, 766, 1054]
classified-entry: ■ I Suresh Kumar S/o Udhey Ram R/o 1601/6 Tripuri Town Patiala have declare that my Passport my father's name mentioned as Udha Ram, but my father's name correct spelling is Udhey Ram. bbox=[1146, 1606, 1506, 1658]
horizontal-divider bbox=[0, 541, 1024, 542]
